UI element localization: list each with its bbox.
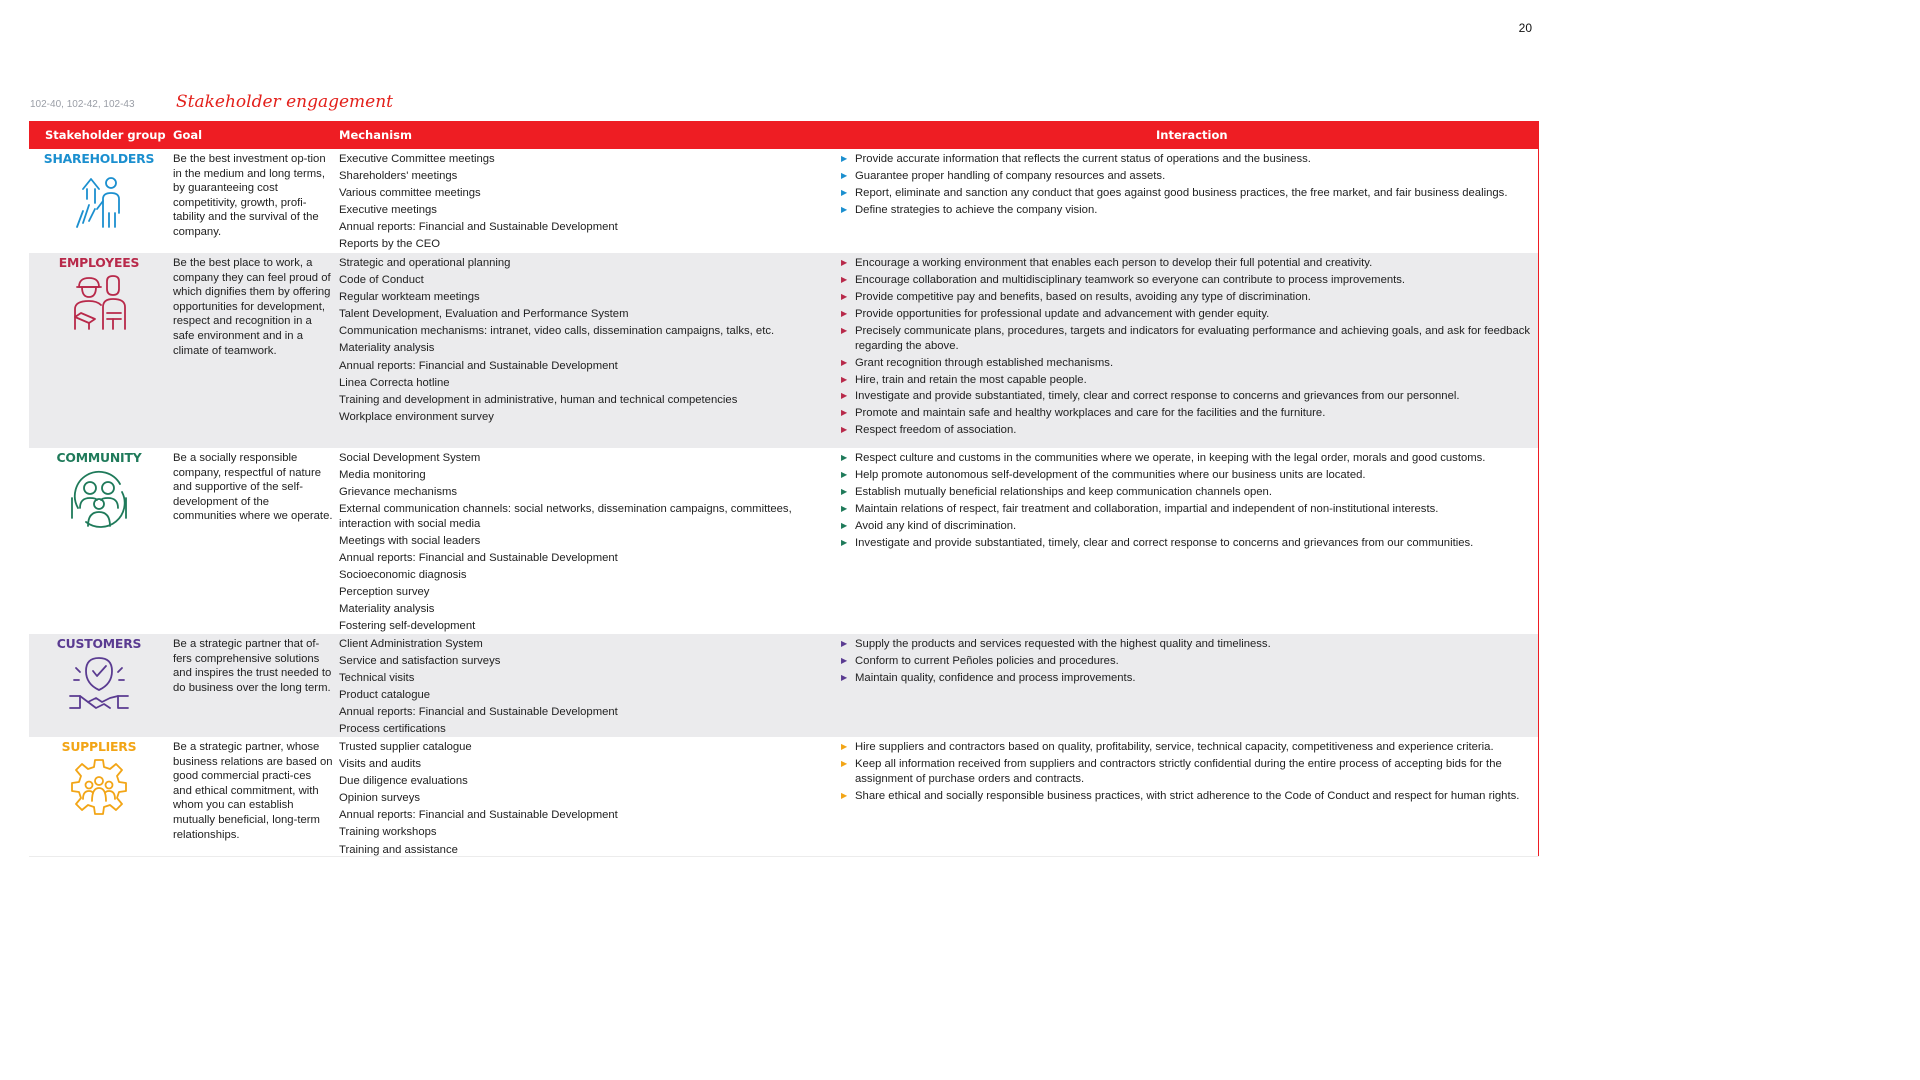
mechanism-item: External communication channels: social networks, dissemination campaigns, committees, interaction with social media (339, 503, 792, 530)
interaction-item: ▶ Define strategies to achieve the company vision. (841, 203, 1098, 216)
mechanism-item: Annual reports: Financial and Sustainable Development (339, 552, 618, 565)
stakeholder-table (29, 121, 1539, 857)
group-name-employees: EMPLOYEES (58, 255, 140, 270)
triangle-bullet-icon: ▶ (841, 425, 848, 435)
mechanism-item: Due diligence evaluations (339, 775, 468, 788)
mechanism-item: Talent Development, Evaluation and Performance System (339, 308, 629, 321)
table-row-community (29, 448, 1539, 634)
interaction-item: ▶ Help promote autonomous self-development of the communities where our business units are located. (841, 468, 1366, 481)
interaction-item: ▶ Respect culture and customs in the communities where we operate, in keeping with the legal order, morals and good customs. (841, 452, 1486, 464)
mechanism-item: Annual reports: Financial and Sustainable Development (339, 706, 618, 719)
mechanism-item: Process certifications (339, 723, 446, 736)
column-header-mechanism: Mechanism (339, 128, 412, 142)
mechanism-item: Product catalogue (339, 689, 431, 702)
interaction-item: ▶ Respect freedom of association. (841, 424, 1017, 437)
interaction-item: ▶ Provide accurate information that reflects the current status of operations and the business. (841, 153, 1311, 165)
group-name-suppliers: SUPPLIERS (61, 739, 137, 754)
stakeholder-group-cell (29, 256, 169, 335)
interaction-item: ▶ Provide competitive pay and benefits, based on results, avoiding any type of discrimination. (841, 290, 1311, 303)
triangle-bullet-icon: ▶ (841, 408, 848, 418)
interaction-item: ▶ Keep all information received from suppliers and contractors strictly confidential during the entire process of accepting bids for the assignment of purchase orders and contracts. (841, 757, 1502, 785)
triangle-bullet-icon: ▶ (841, 742, 848, 751)
gri-reference: 102-40, 102-42, 102-43 (30, 99, 135, 110)
triangle-bullet-icon: ▶ (841, 469, 848, 479)
page-number: 20 (1518, 21, 1532, 35)
stakeholder-group-cell (29, 451, 169, 530)
interaction-list (841, 451, 1531, 553)
interaction-item: ▶ Investigate and provide substantiated, timely, clear and correct response to concerns and grievances from our personnel. (841, 390, 1460, 403)
table-row-shareholders (29, 149, 1539, 253)
interaction-item: ▶ Establish mutually beneficial relationships and keep communication channels open. (841, 485, 1272, 498)
stakeholder-group-cell (29, 152, 169, 231)
community-people-icon (66, 468, 132, 530)
mechanism-item: Perception survey (339, 586, 430, 599)
mechanism-item: Social Development System (339, 452, 481, 464)
interaction-item: ▶ Grant recognition through established mechanisms. (841, 356, 1114, 369)
mechanism-item: Communication mechanisms: intranet, video calls, dissemination campaigns, talks, etc. (339, 325, 775, 338)
table-row-suppliers (29, 737, 1539, 856)
interaction-item: ▶ Promote and maintain safe and healthy workplaces and care for the facilities and the furniture. (841, 407, 1326, 420)
group-name-shareholders: SHAREHOLDERS (43, 151, 155, 166)
triangle-bullet-icon: ▶ (841, 308, 848, 318)
interaction-list (841, 256, 1531, 440)
interaction-item: ▶ Maintain quality, confidence and process improvements. (841, 671, 1136, 684)
mechanism-item: Materiality analysis (339, 603, 435, 616)
interaction-list (841, 152, 1531, 220)
interaction-item: ▶ Encourage a working environment that enables each person to develop their full potential and creativity. (841, 257, 1373, 269)
triangle-bullet-icon: ▶ (841, 357, 848, 367)
mechanism-item: Fostering self-development (339, 620, 476, 633)
mechanism-list (339, 256, 834, 427)
triangle-bullet-icon: ▶ (841, 325, 848, 335)
interaction-item: ▶ Avoid any kind of discrimination. (841, 519, 1017, 532)
table-header (29, 121, 1539, 149)
gear-people-icon (67, 757, 131, 819)
goal-text: Be the best place to work, a company they can feel proud of which dignifies them by offering opportunities for development, respect and recognition in a safe environment and in a climate of teamwork. (173, 257, 331, 357)
mechanism-item: Executive Committee meetings (339, 153, 495, 165)
goal-text: Be a strategic partner, whose business relations are based on good commercial practi-ces and ethical commitment, with whom you can establish mutually beneficial, long-term relationships. (173, 741, 333, 841)
goal-text: Be the best investment op-tion in the medium and long terms, by guaranteeing cost competitivity, growth, profi-tability and the survival of the company. (173, 153, 326, 238)
triangle-bullet-icon: ▶ (841, 391, 848, 401)
interaction-list (841, 637, 1531, 688)
triangle-bullet-icon: ▶ (841, 790, 848, 800)
triangle-bullet-icon: ▶ (841, 291, 848, 301)
table-row-employees (29, 253, 1539, 448)
mechanism-item: Media monitoring (339, 469, 426, 482)
table-row-customers (29, 634, 1539, 737)
mechanism-item: Training and development in administrative, human and technical competencies (339, 393, 738, 406)
stakeholder-group-cell (29, 740, 169, 819)
triangle-bullet-icon: ▶ (841, 187, 848, 197)
column-header-goal: Goal (173, 128, 203, 142)
handshake-check-icon (66, 654, 132, 714)
mechanism-item: Strategic and operational planning (339, 257, 511, 269)
mechanism-item: Workplace environment survey (339, 410, 494, 423)
triangle-bullet-icon: ▶ (841, 537, 848, 547)
mechanism-item: Materiality analysis (339, 342, 435, 355)
mechanism-item: Annual reports: Financial and Sustainable Development (339, 359, 618, 372)
mechanism-item: Service and satisfaction surveys (339, 655, 501, 668)
goal-text: Be a strategic partner that of-fers comprehensive solutions and inspires the trust needed to do business over the long term. (173, 638, 332, 694)
mechanism-item: Various committee meetings (339, 187, 481, 200)
mechanism-list (339, 637, 834, 740)
mechanism-item: Shareholders' meetings (339, 170, 458, 183)
triangle-bullet-icon: ▶ (841, 274, 848, 284)
mechanism-item: Grievance mechanisms (339, 486, 458, 499)
interaction-item: ▶ Guarantee proper handling of company resources and assets. (841, 169, 1166, 182)
group-name-community: COMMUNITY (56, 450, 142, 465)
mechanism-item: Reports by the CEO (339, 238, 441, 251)
workers-icon (67, 273, 131, 335)
mechanism-item: Training workshops (339, 826, 437, 839)
interaction-list (841, 740, 1531, 806)
triangle-bullet-icon: ▶ (841, 374, 848, 384)
triangle-bullet-icon: ▶ (841, 486, 848, 496)
interaction-item: ▶ Provide opportunities for professional update and advancement with gender equity. (841, 307, 1270, 320)
mechanism-item: Meetings with social leaders (339, 534, 481, 547)
mechanism-item: Annual reports: Financial and Sustainable Development (339, 221, 618, 234)
stakeholder-group-cell (29, 637, 169, 714)
column-header-interaction: Interaction (1156, 128, 1228, 142)
triangle-bullet-icon: ▶ (841, 655, 848, 665)
triangle-bullet-icon: ▶ (841, 453, 848, 462)
interaction-item: ▶ Report, eliminate and sanction any conduct that goes against good business practices, the free market, and fair business dealings. (841, 186, 1508, 199)
mechanism-item: Executive meetings (339, 204, 437, 217)
mechanism-item: Socioeconomic diagnosis (339, 569, 467, 582)
mechanism-item: Trusted supplier catalogue (339, 741, 472, 753)
interaction-item: ▶ Hire suppliers and contractors based on quality, profitability, service, technical capacity, competitiveness and experience criteria. (841, 741, 1494, 753)
triangle-bullet-icon: ▶ (841, 758, 848, 768)
group-name-customers: CUSTOMERS (56, 636, 142, 651)
interaction-item: ▶ Encourage collaboration and multidisciplinary teamwork so everyone can contribute to process improvements. (841, 273, 1406, 286)
mechanism-list (339, 451, 834, 637)
interaction-item: ▶ Share ethical and socially responsible business practices, with strict adherence to the Code of Conduct and respect for human rights. (841, 789, 1520, 802)
triangle-bullet-icon: ▶ (841, 154, 848, 163)
triangle-bullet-icon: ▶ (841, 204, 848, 214)
mechanism-item: Client Administration System (339, 638, 483, 650)
triangle-bullet-icon: ▶ (841, 639, 848, 648)
mechanism-list (339, 740, 834, 860)
page-title: Stakeholder engagement (176, 92, 393, 112)
mechanism-item: Visits and audits (339, 758, 422, 771)
mechanism-item: Regular workteam meetings (339, 291, 480, 304)
interaction-item: ▶ Hire, train and retain the most capable people. (841, 373, 1087, 386)
triangle-bullet-icon: ▶ (841, 170, 848, 180)
interaction-item: ▶ Maintain relations of respect, fair treatment and collaboration, impartial and independent of non-institutional interests. (841, 502, 1439, 515)
interaction-item: ▶ Conform to current Peñoles policies and procedures. (841, 654, 1119, 667)
mechanism-item: Opinion surveys (339, 792, 420, 805)
triangle-bullet-icon: ▶ (841, 258, 848, 267)
interaction-item: ▶ Precisely communicate plans, procedures, targets and indicators for evaluating performance and achieving goals, and ask for feedback regarding the above. (841, 324, 1531, 352)
goal-text: Be a socially responsible company, respectful of nature and supportive of the self-development of the communities where we operate. (173, 452, 333, 523)
triangle-bullet-icon: ▶ (841, 672, 848, 682)
triangle-bullet-icon: ▶ (841, 503, 848, 513)
growth-arrow-person-icon (69, 169, 129, 231)
mechanism-item: Technical visits (339, 672, 415, 685)
column-header-group: Stakeholder group (45, 128, 166, 142)
mechanism-list (339, 152, 834, 255)
mechanism-item: Annual reports: Financial and Sustainable Development (339, 809, 618, 822)
interaction-item: ▶ Supply the products and services requested with the highest quality and timeliness. (841, 638, 1271, 650)
mechanism-item: Linea Correcta hotline (339, 376, 450, 389)
mechanism-item: Training and assistance (339, 843, 458, 856)
mechanism-item: Code of Conduct (339, 274, 424, 287)
interaction-item: ▶ Investigate and provide substantiated, timely, clear and correct response to concerns and grievances from our communities. (841, 536, 1474, 549)
triangle-bullet-icon: ▶ (841, 520, 848, 530)
